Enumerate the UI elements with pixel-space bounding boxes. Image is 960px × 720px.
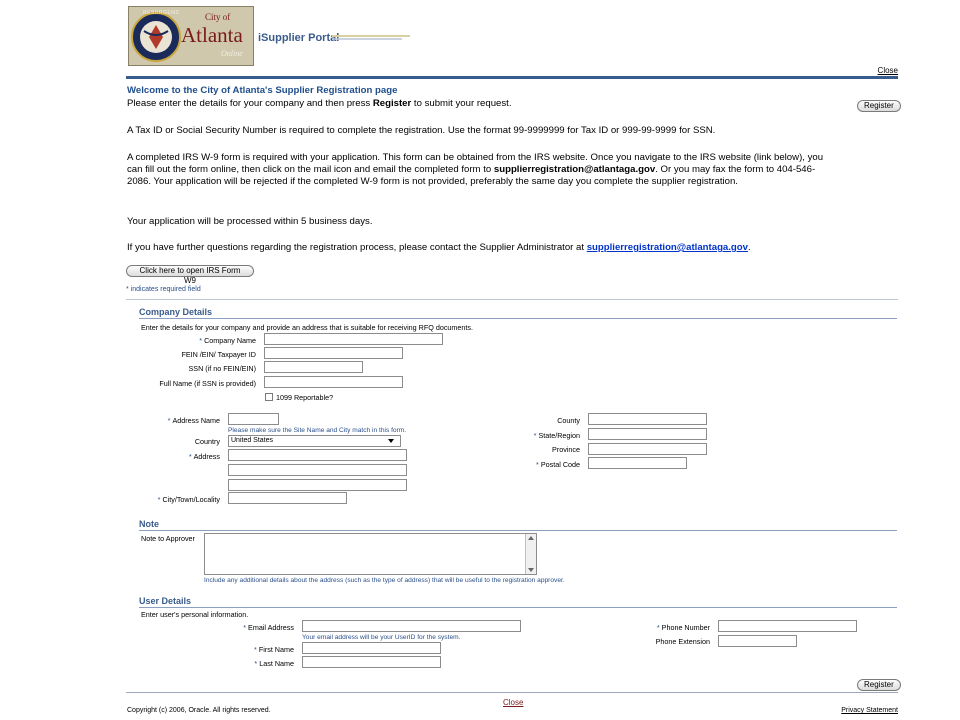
chevron-down-icon [388, 439, 394, 443]
instructions-post: to submit your request. [411, 98, 512, 109]
last-name-label: * Last Name [254, 659, 294, 668]
logo-seal-text: RESURGENS [143, 10, 180, 16]
header-divider [126, 76, 898, 79]
city-label: * City/Town/Locality [157, 495, 220, 504]
questions-text [127, 242, 847, 254]
required-field-note [126, 286, 201, 293]
close-link-top[interactable]: Close [877, 66, 898, 75]
phone-number-input[interactable] [718, 620, 857, 632]
fein-input[interactable] [264, 347, 403, 359]
processing-text: Your application will be processed within 5 business days. [127, 216, 373, 227]
phone-number-label: * Phone Number [656, 623, 710, 632]
required-star-icon: * [126, 286, 129, 293]
required-star-icon: * [533, 431, 537, 440]
logo-line2: Atlanta [181, 23, 243, 47]
user-details-desc: Enter user's personal information. [141, 610, 249, 619]
note-hint: Include any additional details about the address (such as the type of address) that will be useful to the registration approver. [204, 577, 565, 584]
footer-divider [126, 692, 898, 693]
required-note-text: indicates required field [130, 286, 201, 293]
phone-extension-label: Phone Extension [655, 637, 710, 646]
address-name-label: * Address Name [167, 416, 220, 425]
email-label: * Email Address [243, 623, 294, 632]
first-name-input[interactable] [302, 642, 441, 654]
note-to-approver-label: Note to Approver [141, 534, 195, 543]
required-star-icon: * [157, 495, 161, 504]
postal-code-input[interactable] [588, 457, 687, 469]
privacy-statement-link[interactable]: Privacy Statement [841, 707, 898, 714]
questions-post: . [748, 242, 751, 253]
country-select[interactable] [228, 435, 401, 447]
address-name-input[interactable] [228, 413, 279, 425]
state-input[interactable] [588, 428, 707, 440]
required-star-icon: * [243, 623, 247, 632]
county-label: County [557, 416, 580, 425]
phone-extension-input[interactable] [718, 635, 797, 647]
reportable-1099-checkbox[interactable] [265, 393, 273, 401]
country-select-value: United States [231, 437, 274, 444]
instructions-text [127, 98, 817, 110]
company-details-desc: Enter the details for your company and provide an address that is suitable for receiving RFQ documents. [141, 323, 473, 332]
email-hint: Your email address will be your UserID for the system. [302, 634, 461, 641]
company-details-rule [139, 318, 897, 319]
required-star-icon: * [656, 623, 660, 632]
register-button-bottom[interactable]: Register [857, 679, 901, 691]
header-swoosh [332, 34, 410, 42]
required-star-icon: * [254, 659, 258, 668]
address-label: * Address [188, 452, 220, 461]
address-line2-input[interactable] [228, 464, 407, 476]
chevron-up-icon[interactable] [528, 536, 534, 540]
w9-pre: A completed IRS W-9 form is required with your application. This form can be obtained from the IRS website. Once you navigate to the IRS website (link below), you can fill out the form online, then click on the mail icon and email the completed form to [127, 152, 824, 175]
required-star-icon: * [536, 460, 539, 469]
note-title: Note [139, 519, 159, 529]
instructions-pre: Please enter the details for your company and then press [127, 98, 373, 109]
logo-line3: Online [221, 49, 243, 58]
postal-code-label: * Postal Code [536, 460, 580, 469]
copyright-text: Copyright (c) 2006, Oracle. All rights reserved. [127, 707, 271, 714]
company-name-label: * Company Name [199, 336, 256, 345]
ssn-label: SSN (if no FEIN/EIN) [188, 364, 256, 373]
user-details-title: User Details [139, 596, 192, 606]
logo-line1: City of [205, 12, 231, 22]
company-details-title: Company Details [139, 307, 213, 317]
close-link-bottom[interactable]: Close [503, 698, 524, 707]
province-label: Province [552, 445, 580, 454]
address-line1-input[interactable] [228, 449, 407, 461]
instructions-bold: Register [372, 98, 412, 109]
w9-text [127, 152, 827, 188]
textarea-scrollbar[interactable] [525, 534, 536, 574]
required-star-icon: * [167, 416, 171, 425]
required-star-icon: * [254, 645, 257, 654]
required-star-icon: * [188, 452, 192, 461]
required-divider [126, 299, 898, 300]
state-label: * State/Region [533, 431, 580, 440]
province-input[interactable] [588, 443, 707, 455]
full-name-label: Full Name (if SSN is provided) [159, 379, 256, 388]
open-w9-button[interactable]: Click here to open IRS Form W9 [126, 265, 254, 277]
address-line3-input[interactable] [228, 479, 407, 491]
tax-id-text: A Tax ID or Social Security Number is required to complete the registration. Use the format 99-9999999 for Tax ID or 999-99-9999 for SSN. [127, 125, 716, 136]
portal-title: iSupplier Portal [258, 32, 340, 44]
questions-pre: If you have further questions regarding the registration process, please contact the Supplier Administrator at [127, 242, 587, 253]
first-name-label: * First Name [254, 645, 294, 654]
company-name-input[interactable] [264, 333, 443, 345]
welcome-heading: Welcome to the City of Atlanta's Supplier Registration page [127, 85, 398, 96]
city-input[interactable] [228, 492, 347, 504]
w9-email: supplierregistration@atlantaga.gov [493, 164, 656, 175]
fein-label: FEIN /EIN/ Taxpayer ID [181, 350, 256, 359]
county-input[interactable] [588, 413, 707, 425]
user-details-rule [139, 607, 897, 608]
reportable-1099-label: 1099 Reportable? [276, 393, 334, 402]
required-star-icon: * [199, 336, 203, 345]
full-name-input[interactable] [264, 376, 403, 388]
email-input[interactable] [302, 620, 521, 632]
note-to-approver-textarea[interactable] [204, 533, 537, 575]
admin-email-link[interactable]: supplierregistration@atlantaga.gov [586, 242, 748, 253]
w9-post: . Or you may fax the form to 404-546-2086. Your application will be rejected if the completed W-9 form is not provided, preferably the same day you complete the supplier registration. [127, 164, 816, 187]
address-name-hint: Please make sure the Site Name and City match in this form. [228, 427, 407, 434]
last-name-input[interactable] [302, 656, 441, 668]
register-button-top[interactable]: Register [857, 100, 901, 112]
country-label: Country [194, 437, 220, 446]
city-of-atlanta-logo [128, 6, 254, 66]
chevron-down-icon[interactable] [528, 568, 534, 572]
ssn-input[interactable] [264, 361, 363, 373]
note-rule [139, 530, 897, 531]
